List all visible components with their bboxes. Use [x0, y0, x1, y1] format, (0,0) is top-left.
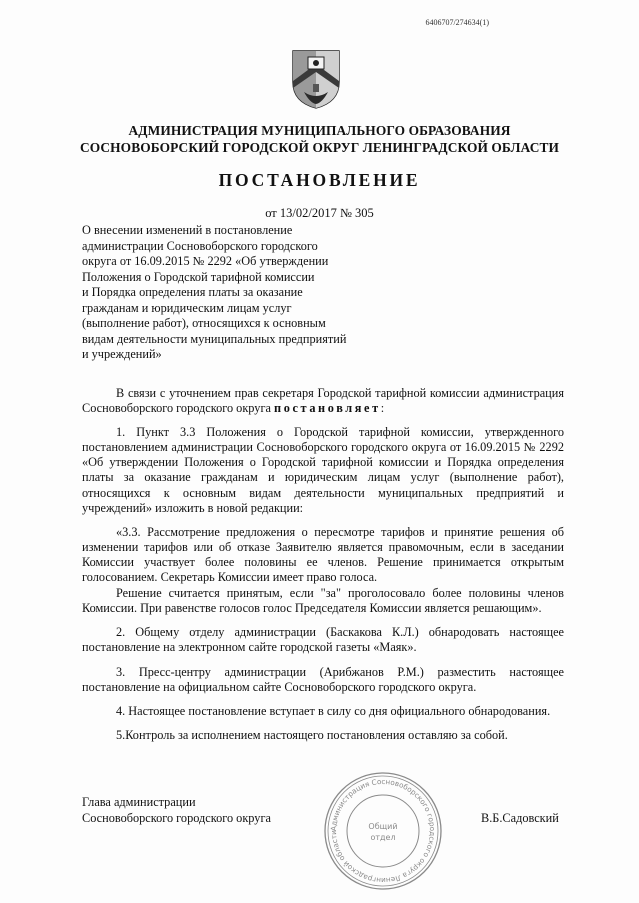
- coat-of-arms-icon: [290, 48, 342, 110]
- document-code: 6406707/274634(1): [425, 18, 489, 27]
- paragraph-item-4: 4. Настоящее постановление вступает в силу со дня официального обнародования.: [116, 703, 551, 718]
- decree-date-number: от 13/02/2017 № 305: [265, 206, 374, 220]
- header-line-2: СОСНОВОБОРСКИЙ ГОРОДСКОЙ ОКРУГ ЛЕНИНГРАДСКОЙ ОБЛАСТИ: [79, 140, 560, 155]
- signatory-title-line-1: Глава администрации: [82, 795, 196, 809]
- subject-line: гражданам и юридическим лицам услуг: [82, 300, 292, 315]
- paragraph-item-3: 3. Пресс-центру администрации (Арибжанов Р.М.) разместить настоящее постановление на официальном сайте Сосновоборского городского округа.: [82, 664, 564, 694]
- paragraph-item-1: 1. Пункт 3.3 Положения о Городской тарифной комиссии, утвержденного постановлением администрации Сосновоборского городского округа от 16.09.2015 № 2292 «Об утверждении Положения о Городской тарифной комиссии и Порядка определения платы за оказание гражданам и юридическим лицам услуг (выполнение работ), относящихся к основным видам деятельности муниципальных предприятий и учреждений» изложить в новой редакции:: [82, 425, 564, 515]
- svg-text:Администрация Сосновоборского: Администрация Сосновоборского городского округа Ленинградской области: [328, 776, 438, 886]
- header-line-1: АДМИНИСТРАЦИЯ МУНИЦИПАЛЬНОГО ОБРАЗОВАНИЯ: [128, 123, 511, 138]
- paragraph-item-5: 5.Контроль за исполнением настоящего постановления оставляю за собой.: [116, 727, 508, 742]
- paragraph-clause-decision: Решение считается принятым, если "за" проголосовало более половины членов Комиссии. При равенстве голосов голос Председателя Комиссии является решающим».: [82, 586, 564, 616]
- subject-line: Положения о Городской тарифной комиссии: [82, 269, 315, 284]
- signatory-title: [82, 795, 271, 826]
- decree-subject: [82, 223, 372, 363]
- paragraph-item-2: 2. Общему отделу администрации (Баскакова К.Л.) обнародовать настоящее постановление на электронном сайте городской газеты «Маяк».: [82, 625, 564, 655]
- subject-line: О внесении изменений в постановление: [82, 223, 293, 237]
- paragraph-clause-3-3: «3.3. Рассмотрение предложения о пересмотре тарифов и принятие решения об изменении тарифов или об отказе Заявителю является правомочным, если в заседании Комиссии участвует более половины ее членов. Решение принимается открытым голосованием. Секретарь Комиссии имеет право голоса.: [82, 524, 564, 585]
- preamble-text: В связи с уточнением прав секретаря Городской тарифной комиссии администрация Сосновоборского городского округа: [82, 386, 564, 416]
- subject-line: и учреждений»: [82, 347, 162, 361]
- subject-line: округа от 16.09.2015 № 2292 «Об утверждении: [82, 254, 329, 268]
- document-title: ПОСТАНОВЛЕНИЕ: [218, 170, 421, 190]
- subject-line: видам деятельности муниципальных предприятий: [82, 331, 347, 346]
- preamble-paragraph: [82, 386, 564, 416]
- official-stamp: [321, 769, 445, 893]
- signatory-name: В.Б.Садовский: [481, 811, 559, 825]
- svg-text:отдел: отдел: [370, 833, 396, 842]
- signatory-title-line-2: Сосновоборского городского округа: [82, 810, 271, 825]
- svg-text:Общий: Общий: [368, 822, 398, 831]
- resolves-keyword: постановляет: [274, 401, 381, 416]
- subject-line: и Порядка определения платы за оказание: [82, 285, 303, 299]
- preamble-end: :: [380, 401, 385, 416]
- subject-line: (выполнение работ), относящихся к основным: [82, 316, 326, 330]
- decree-body: [82, 386, 564, 752]
- subject-line: администрации Сосновоборского городского: [82, 238, 318, 253]
